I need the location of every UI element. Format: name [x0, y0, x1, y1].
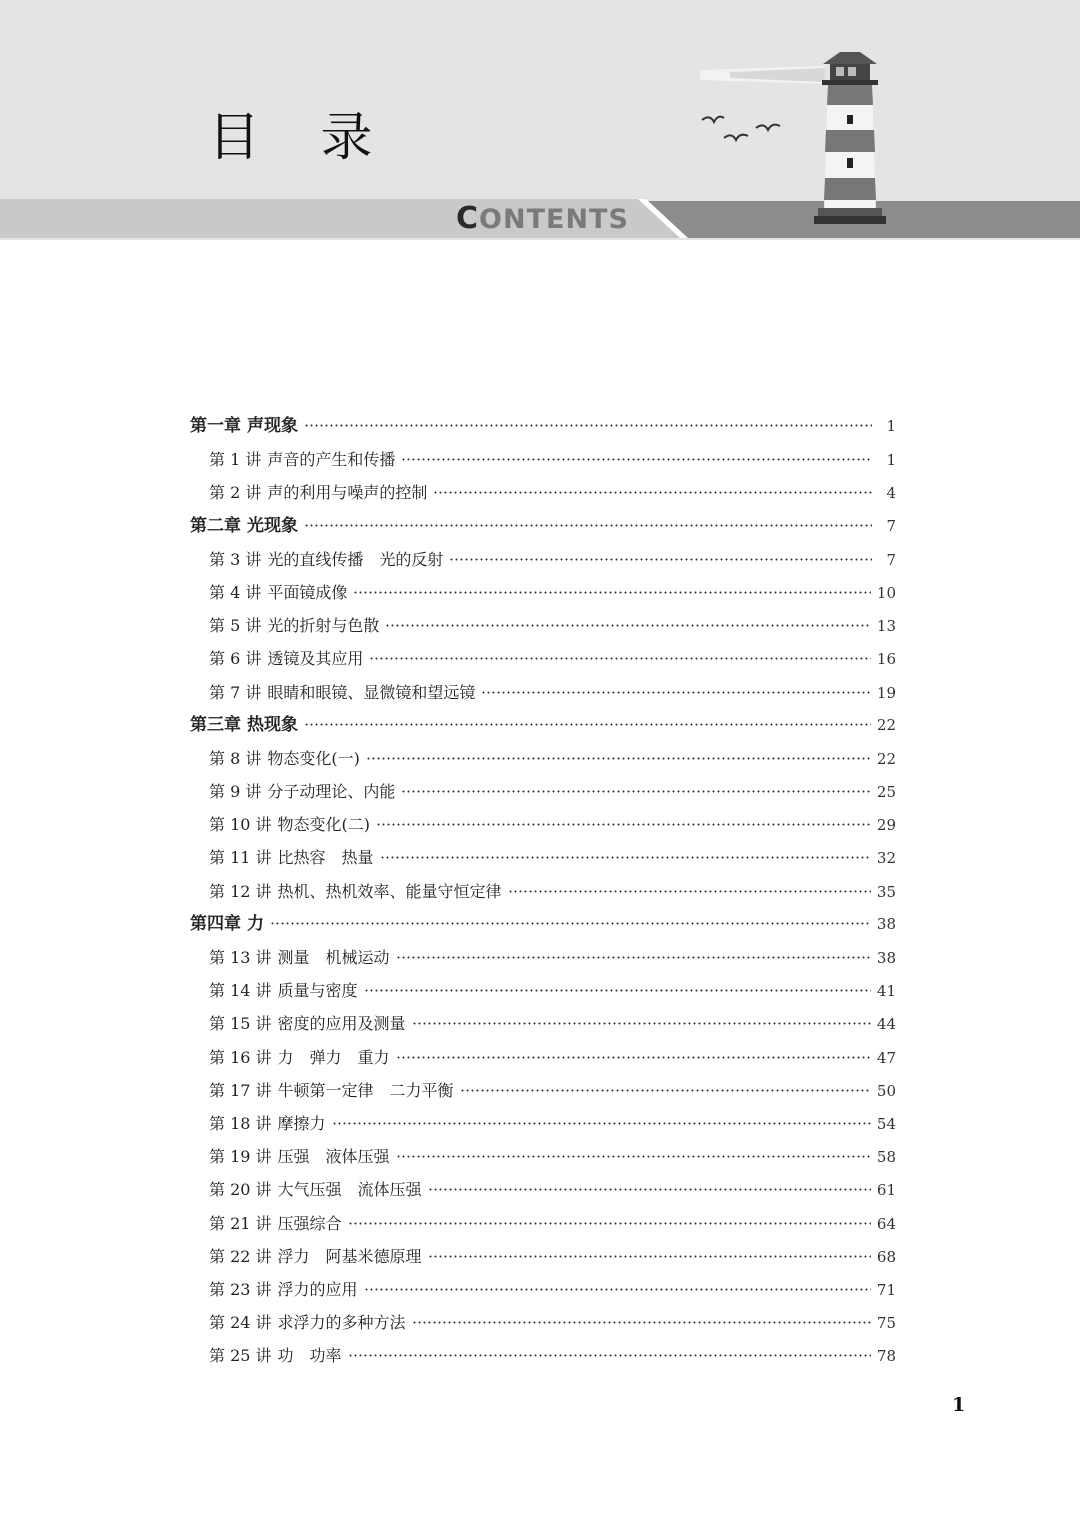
toc-lecture-entry[interactable]: [190, 642, 896, 675]
toc-entry-title: 密度的应用及测量: [277, 1014, 406, 1034]
toc-entry-page: 16: [876, 650, 896, 669]
toc-entry-number: 第一章: [190, 416, 241, 436]
toc-lecture-entry[interactable]: [190, 1007, 896, 1040]
toc-entry-page: 35: [876, 882, 896, 901]
toc-entry-title: 压强 液体压强: [277, 1147, 390, 1167]
toc-entry-number: 第 25 讲: [209, 1346, 272, 1366]
toc-entry-title: 物态变化(一): [267, 748, 360, 768]
toc-lecture-entry[interactable]: [190, 941, 896, 974]
toc-entry-number: 第 17 讲: [209, 1080, 272, 1100]
toc-entry-number: 第 7 讲: [209, 682, 262, 702]
toc-lecture-entry[interactable]: [190, 443, 896, 476]
page-title: 目 录: [208, 108, 395, 168]
toc-dot-leader: [364, 1288, 871, 1291]
toc-entry-number: 第 5 讲: [209, 616, 262, 636]
toc-dot-leader: [348, 1354, 871, 1357]
toc-dot-leader: [385, 624, 871, 627]
toc-entry-title: 声的利用与噪声的控制: [267, 483, 428, 503]
toc-dot-leader: [449, 558, 872, 561]
contents-rest: ONTENTS: [479, 204, 629, 235]
toc-entry-page: 38: [876, 949, 896, 967]
toc-dot-leader: [396, 1155, 871, 1158]
toc-entry-title: 透镜及其应用: [267, 649, 364, 669]
toc-dot-leader: [304, 424, 872, 427]
toc-dot-leader: [332, 1122, 871, 1125]
toc-entry-page: 29: [876, 816, 896, 835]
toc-dot-leader: [376, 823, 871, 826]
toc-dot-leader: [428, 1255, 871, 1258]
toc-entry-title: 平面镜成像: [267, 582, 348, 602]
toc-entry-page: 61: [876, 1181, 896, 1200]
toc-lecture-entry[interactable]: [190, 1240, 896, 1273]
toc-dot-leader: [364, 989, 871, 992]
toc-lecture-entry[interactable]: [190, 476, 896, 509]
toc-dot-leader: [460, 1089, 871, 1092]
toc-lecture-entry[interactable]: [190, 609, 896, 642]
toc-dot-leader: [508, 890, 871, 893]
toc-entry-page: 64: [876, 1214, 896, 1233]
toc-chapter-entry[interactable]: [190, 510, 896, 543]
toc-dot-leader: [396, 1056, 871, 1059]
toc-entry-number: 第 22 讲: [209, 1246, 272, 1266]
toc-entry-page: 38: [876, 914, 896, 933]
toc-entry-number: 第 3 讲: [209, 549, 262, 569]
toc-entry-title: 牛顿第一定律 二力平衡: [277, 1080, 454, 1100]
toc-entry-title: 物态变化(二): [277, 815, 371, 835]
toc-entry-page: 50: [876, 1081, 896, 1100]
toc-lecture-entry[interactable]: [190, 1339, 896, 1372]
toc-dot-leader: [348, 1222, 871, 1225]
toc-entry-number: 第 20 讲: [209, 1180, 272, 1200]
toc-entry-number: 第 4 讲: [209, 582, 262, 602]
toc-entry-number: 第 19 讲: [209, 1147, 272, 1167]
toc-entry-title: 光的直线传播 光的反射: [267, 549, 444, 569]
toc-entry-number: 第 12 讲: [209, 881, 272, 901]
toc-entry-title: 大气压强 流体压强: [277, 1180, 422, 1200]
toc-dot-leader: [412, 1022, 871, 1025]
toc-dot-leader: [433, 491, 872, 494]
toc-entry-number: 第 8 讲: [209, 748, 262, 768]
toc-dot-leader: [353, 591, 871, 594]
toc-entry-number: 第 15 讲: [209, 1014, 272, 1034]
toc-chapter-entry[interactable]: [190, 709, 896, 742]
toc-lecture-entry[interactable]: [190, 808, 896, 841]
toc-entry-title: 力 弹力 重力: [277, 1047, 390, 1067]
lighthouse-icon: [690, 50, 890, 235]
toc-dot-leader: [270, 922, 871, 925]
toc-entry-page: 22: [876, 715, 896, 734]
toc-entry-number: 第 9 讲: [209, 782, 262, 802]
toc-chapter-entry[interactable]: [190, 410, 896, 443]
toc-entry-page: 4: [886, 484, 896, 503]
toc-lecture-entry[interactable]: [190, 974, 896, 1007]
toc-entry-page: 19: [876, 683, 896, 702]
toc-entry-title: 热现象: [247, 714, 298, 735]
toc-entry-number: 第三章: [190, 714, 241, 735]
toc-entry-page: 75: [876, 1314, 896, 1333]
toc-entry-page: 1: [886, 417, 896, 435]
toc-dot-leader: [428, 1188, 871, 1191]
toc-lecture-entry[interactable]: [190, 742, 896, 775]
toc-dot-leader: [396, 956, 871, 959]
toc-entry-page: 7: [886, 516, 896, 535]
toc-lecture-entry[interactable]: [190, 576, 896, 609]
toc-lecture-entry[interactable]: [190, 1107, 896, 1140]
contents-banner: [456, 201, 629, 236]
toc-entry-title: 功 功率: [277, 1346, 342, 1366]
toc-entry-page: 68: [876, 1247, 896, 1266]
toc-entry-number: 第 6 讲: [209, 649, 262, 669]
toc-entry-number: 第 10 讲: [209, 815, 272, 835]
toc-entry-page: 25: [876, 783, 896, 802]
toc-dot-leader: [401, 790, 871, 793]
toc-entry-title: 光现象: [247, 515, 298, 536]
toc-entry-number: 第二章: [190, 515, 241, 536]
toc-dot-leader: [304, 524, 872, 527]
toc-entry-number: 第 2 讲: [209, 483, 262, 503]
toc-entry-title: 分子动理论、内能: [267, 782, 396, 802]
toc-lecture-entry[interactable]: [190, 1306, 896, 1339]
toc-entry-number: 第 24 讲: [209, 1313, 272, 1333]
toc-entry-number: 第 23 讲: [209, 1279, 272, 1299]
toc-entry-page: 78: [876, 1347, 896, 1366]
toc-entry-page: 41: [876, 982, 896, 1001]
toc-entry-number: 第 18 讲: [209, 1113, 272, 1133]
toc-entry-title: 质量与密度: [277, 981, 358, 1001]
toc-entry-number: 第 21 讲: [209, 1213, 272, 1233]
toc-entry-title: 压强综合: [277, 1213, 342, 1233]
toc-lecture-entry[interactable]: [190, 543, 896, 576]
toc-lecture-entry[interactable]: [190, 775, 896, 808]
toc-entry-number: 第 16 讲: [209, 1047, 272, 1067]
toc-lecture-entry[interactable]: [190, 875, 896, 908]
toc-dot-leader: [481, 691, 871, 694]
toc-chapter-entry[interactable]: [190, 908, 896, 941]
toc-dot-leader: [369, 657, 871, 660]
toc-entry-title: 声音的产生和传播: [267, 450, 396, 470]
toc-entry-page: 32: [876, 849, 896, 868]
table-of-contents: [190, 410, 896, 1372]
toc-entry-title: 力: [247, 913, 264, 934]
contents-initial: C: [456, 201, 480, 236]
toc-entry-title: 浮力 阿基米德原理: [277, 1246, 422, 1266]
toc-entry-page: 7: [886, 550, 896, 569]
toc-entry-title: 眼睛和眼镜、显微镜和望远镜: [267, 682, 476, 702]
toc-entry-title: 求浮力的多种方法: [277, 1313, 406, 1333]
toc-entry-page: 13: [876, 617, 896, 636]
toc-entry-title: 测量 机械运动: [277, 948, 390, 967]
toc-entry-page: 54: [876, 1114, 896, 1133]
toc-lecture-entry[interactable]: [190, 1041, 896, 1074]
toc-entry-title: 热机、热机效率、能量守恒定律: [277, 881, 502, 901]
toc-entry-title: 声现象: [247, 416, 298, 436]
page-header: [0, 0, 1080, 240]
toc-entry-page: 10: [876, 583, 896, 602]
toc-entry-number: 第 1 讲: [209, 450, 262, 470]
toc-entry-title: 比热容 热量: [277, 848, 374, 868]
toc-entry-number: 第 14 讲: [209, 981, 272, 1001]
toc-lecture-entry[interactable]: [190, 841, 896, 874]
page-number: 1: [952, 1394, 966, 1416]
toc-lecture-entry[interactable]: [190, 1140, 896, 1173]
toc-entry-title: 浮力的应用: [277, 1279, 358, 1299]
toc-entry-title: 摩擦力: [277, 1113, 326, 1133]
toc-entry-page: 47: [876, 1048, 896, 1067]
toc-lecture-entry[interactable]: [190, 1273, 896, 1306]
toc-entry-page: 71: [876, 1280, 896, 1299]
toc-entry-number: 第 13 讲: [209, 948, 272, 967]
toc-lecture-entry[interactable]: [190, 1173, 896, 1206]
toc-entry-page: 1: [886, 451, 896, 470]
toc-entry-number: 第四章: [190, 913, 241, 934]
toc-dot-leader: [304, 723, 871, 726]
toc-entry-title: 光的折射与色散: [267, 616, 380, 636]
toc-dot-leader: [366, 757, 871, 760]
toc-entry-page: 58: [876, 1148, 896, 1167]
toc-dot-leader: [412, 1321, 871, 1324]
toc-lecture-entry[interactable]: [190, 1207, 896, 1240]
toc-lecture-entry[interactable]: [190, 1074, 896, 1107]
toc-dot-leader: [401, 458, 872, 461]
toc-lecture-entry[interactable]: [190, 676, 896, 709]
toc-entry-page: 44: [876, 1015, 896, 1034]
toc-dot-leader: [380, 856, 871, 859]
toc-entry-number: 第 11 讲: [209, 848, 272, 868]
toc-entry-page: 22: [876, 749, 896, 768]
